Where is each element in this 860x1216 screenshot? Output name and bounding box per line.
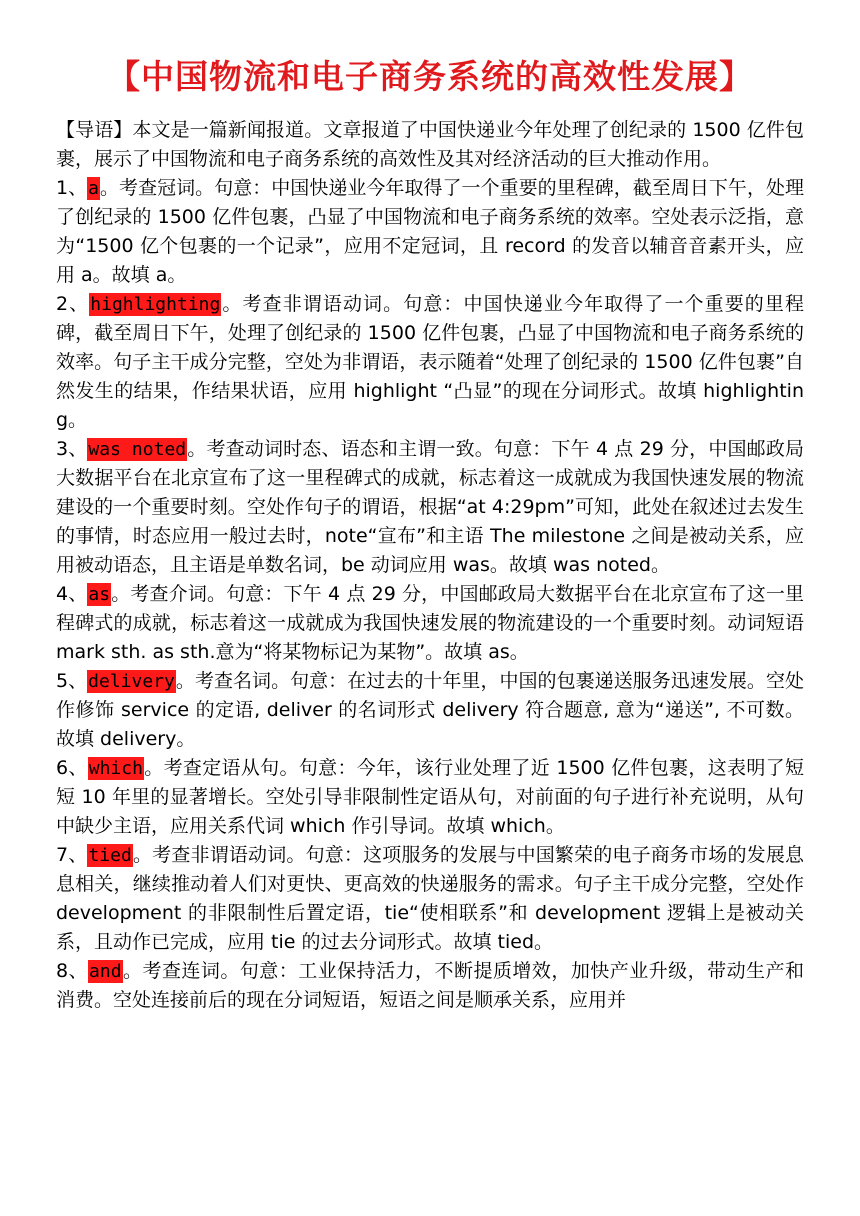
answer-highlight: as (88, 584, 111, 605)
item-explanation: 。考查介词。句意：下午 4 点 29 分，中国邮政局大数据平台在北京宣布了这一里程碑式的成就，标志着这一成就成为我国快速发展的物流建设的一个重要时刻。动词短语 mark sth. as sth.意为“将某物标记为某物”。故填 as。 (56, 583, 804, 663)
answer-highlight: delivery (88, 671, 175, 692)
page-title: 【中国物流和电子商务系统的高效性发展】 (107, 57, 753, 96)
answer-item (56, 667, 804, 754)
item-explanation: 。考查非谓语动词。句意：中国快递业今年取得了一个重要的里程碑，截至周日下午，处理了创纪录的 1500 亿件包裹，凸显了中国物流和电子商务系统的效率。句子主干成分完整，空处为非谓语，表示随着“处理了创纪录的 1500 亿件包裹”自然发生的结果，作结果状语，应用 highlight “凸显”的现在分词形式。故填 highlighting。 (56, 293, 804, 431)
item-number: 3、 (56, 438, 88, 460)
answer-item (56, 754, 804, 841)
item-explanation: 。考查连词。句意：工业保持活力，不断提质增效，加快产业升级，带动生产和消费。空处连接前后的现在分词短语，短语之间是顺承关系，应用并 (56, 960, 804, 1011)
item-number: 5、 (56, 670, 88, 692)
item-explanation: 。考查名词。句意：在过去的十年里，中国的包裹递送服务迅速发展。空处作修饰 service 的定语, deliver 的名词形式 delivery 符合题意, 意为“递送”, 不可数。故填 delivery。 (56, 670, 804, 750)
answer-list (56, 174, 804, 1015)
item-number: 4、 (56, 583, 88, 605)
item-explanation: 。考查动词时态、语态和主谓一致。句意：下午 4 点 29 分，中国邮政局大数据平台在北京宣布了这一里程碑式的成就，标志着这一成就成为我国快速发展的物流建设的一个重要时刻。空处作句子的谓语，根据“at 4:29pm”可知，此处在叙述过去发生的事情，时态应用一般过去时，note“宣布”和主语 The milestone 之间是被动关系，应用被动语态，且主语是单数名词，be 动词应用 was。故填 was noted。 (56, 438, 804, 576)
item-number: 8、 (56, 960, 89, 982)
answer-highlight: highlighting (90, 294, 221, 315)
answer-item (56, 841, 804, 957)
item-number: 2、 (56, 293, 90, 315)
item-number: 6、 (56, 757, 88, 779)
answer-item (56, 174, 804, 290)
answer-item (56, 435, 804, 580)
intro-paragraph: 【导语】本文是一篇新闻报道。文章报道了中国快递业今年处理了创纪录的 1500 亿件包裹，展示了中国物流和电子商务系统的高效性及其对经济活动的巨大推动作用。 (56, 119, 804, 170)
answer-item (56, 290, 804, 435)
answer-highlight: tied (88, 845, 132, 866)
answer-highlight: was noted (88, 439, 187, 460)
answer-item (56, 957, 804, 1015)
item-explanation: 。考查定语从句。句意：今年，该行业处理了近 1500 亿件包裹，这表明了短短 10 年里的显著增长。空处引导非限制性定语从句，对前面的句子进行补充说明，从句中缺少主语，应用关系代词 which 作引导词。故填 which。 (56, 757, 804, 837)
item-number: 1、 (56, 177, 88, 199)
item-explanation: 。考查非谓语动词。句意：这项服务的发展与中国繁荣的电子商务市场的发展息息相关，继续推动着人们对更快、更高效的快递服务的需求。句子主干成分完整，空处作 development 的非限制性后置定语，tie“使相联系”和 development 逻辑上是被动关系，且动作已完成，应用 tie 的过去分词形式。故填 tied。 (56, 844, 804, 953)
answer-highlight: a (88, 178, 99, 199)
answer-highlight: which (88, 758, 143, 779)
answer-highlight: and (89, 961, 122, 982)
item-number: 7、 (56, 844, 88, 866)
item-explanation: 。考查冠词。句意：中国快递业今年取得了一个重要的里程碑，截至周日下午，处理了创纪录的 1500 亿件包裹，凸显了中国物流和电子商务系统的效率。空处表示泛指，意为“1500 亿个包裹的一个记录”，应用不定冠词，且 record 的发音以辅音音素开头，应用 a。故填 a。 (56, 177, 804, 286)
answer-item (56, 580, 804, 667)
